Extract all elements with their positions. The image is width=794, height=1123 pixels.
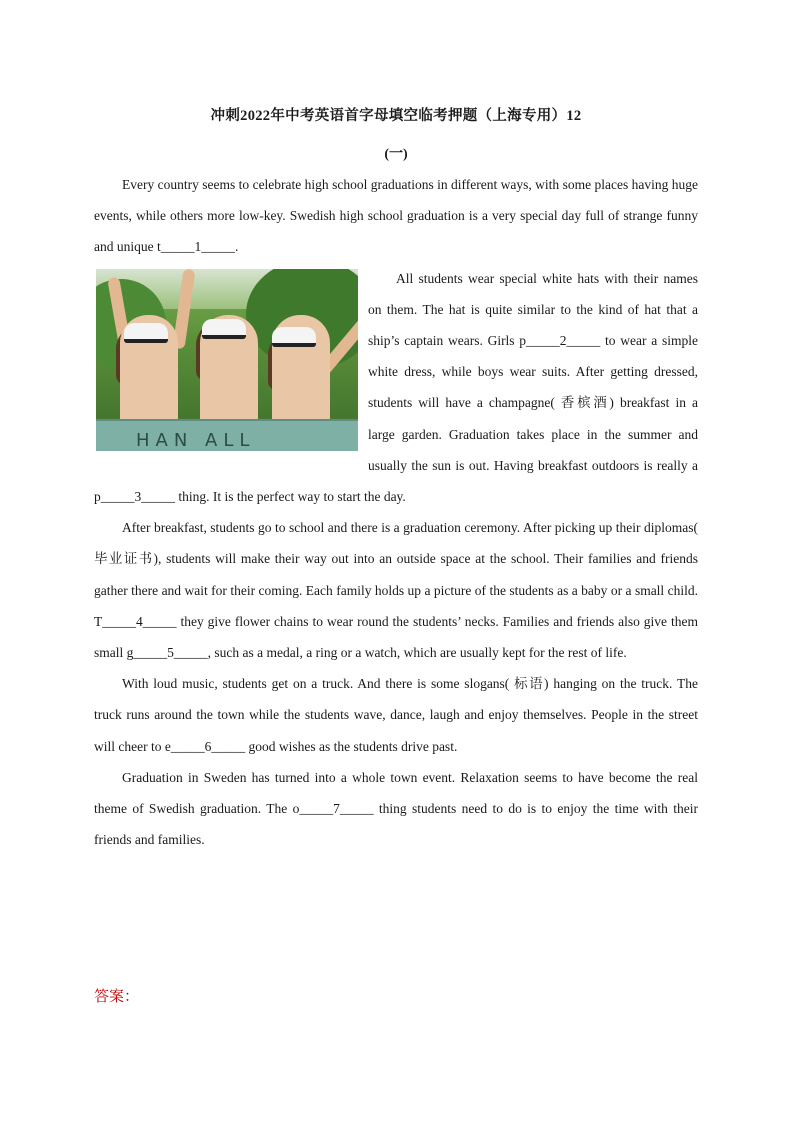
section-heading: (一)	[384, 147, 408, 162]
paragraph-5: Graduation in Sweden has turned into a whole town event. Relaxation seems to have become the real theme of Swedish graduation. The o_____7_____ thing students need to do is to enjoy the time with their friends and families.	[94, 769, 698, 848]
paragraph-2: All students wear special white hats with their names on them. The hat is quite similar to the kind of hat that a ship’s captain wears. Girls p_____2_____ to wear a simple white dress, while boys wear suits. After getting dressed, students will have a champagne( 香槟酒) breakfast in a large garden. Graduation takes place in the summer and usually the sun is out. Having breakfast outdoors is really a p_____3_____ thing. It is the perfect way to start the day.	[94, 270, 698, 505]
graduation-photo	[96, 269, 358, 451]
paragraph-3: After breakfast, students go to school and there is a graduation ceremony. After picking up their diplomas( 毕业证书), students will make their way out into an outside space at the school. Their families and friends gather there and wait for their coming. Each family holds up a picture of the students as a baby or a small child. T_____4_____ they give flower chains to wear round the students’ necks. Families and friends also give them small g_____5_____, such as a medal, a ring or a watch, which are usually kept for the rest of life.	[94, 520, 698, 661]
page-title: 冲刺2022年中考英语首字母填空临考押题（上海专用）12	[210, 108, 582, 124]
photo-banner-text: HAN ALL	[136, 429, 256, 451]
paragraph-4: With loud music, students get on a truck. And there is some slogans( 标语) hanging on the truck. The truck runs around the town while the students wave, dance, laugh and enjoy themselves. People in the street will cheer to e_____6_____ good wishes as the students drive past.	[94, 676, 698, 754]
photo-banner	[96, 419, 358, 451]
paragraph-1: Every country seems to celebrate high school graduations in different ways, with some places having huge events, while others more low-key. Swedish high school graduation is a very special day full of strange funny and unique t_____1_____.	[94, 177, 698, 255]
answer-label: 答案：	[94, 987, 140, 1005]
passage	[94, 169, 698, 855]
